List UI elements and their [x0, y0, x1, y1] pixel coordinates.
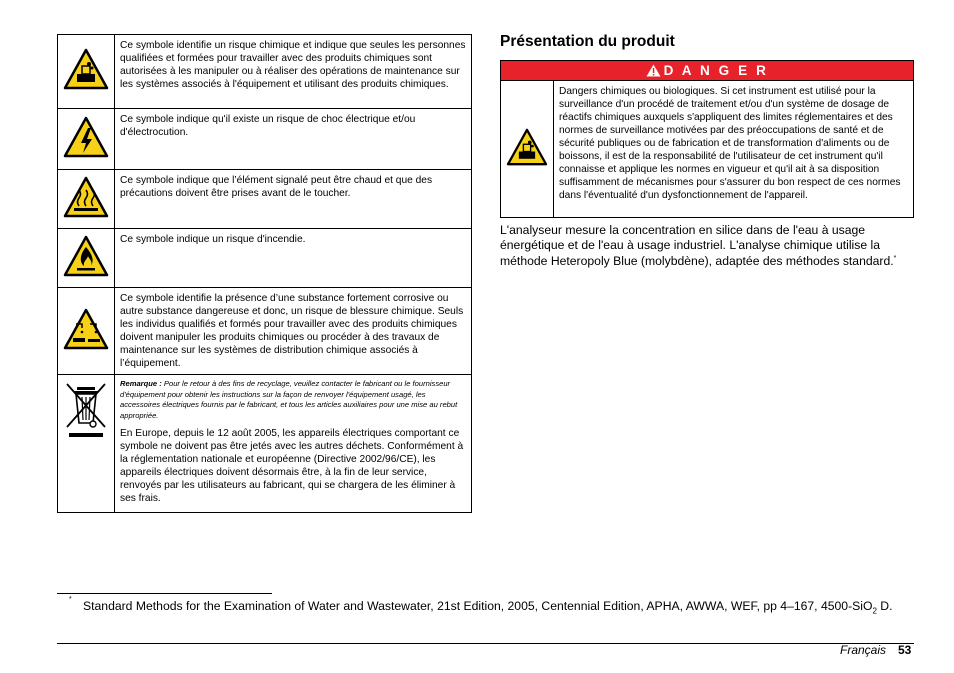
- weee-description: [115, 375, 472, 513]
- table-row: [58, 35, 472, 109]
- footnote-divider: [57, 593, 272, 594]
- danger-header: [501, 61, 913, 81]
- chemical-hazard-icon: [506, 128, 548, 171]
- table-row: [58, 288, 472, 375]
- table-row: [58, 170, 472, 229]
- recycling-remark: Remarque : Pour le retour à des fins de recyclage, veuillez contacter le fabricant ou le fournisseur d'équipement pour obtenir les instructions sur la façon de renvoyer l'équipement usagé, les accessoires électriques fournis par le fabricant, et tous les articles auxiliaires pour une mise au rebut appropriée.: [120, 379, 458, 420]
- section-title: Présentation du produit: [500, 33, 675, 50]
- footnote-mark: *: [69, 596, 72, 603]
- symbol-description: Ce symbole indique qu'il existe un risque de choc électrique et/ou d'électrocution.: [115, 109, 472, 170]
- table-row: [58, 109, 472, 170]
- symbol-description: Ce symbole indique un risque d'incendie.: [115, 229, 472, 288]
- footer-language: Français: [840, 643, 887, 657]
- footer-divider: [57, 643, 914, 644]
- symbol-description: Ce symbole identifie un risque chimique et indique que seules les personnes qualifiées et formées pour travailler avec des produits chimiques sont autorisées à les manipuler ou à réaliser des opérations de maintenance sur les systèmes associés à l'équipement et utilisant des produits chimiques.: [115, 35, 472, 109]
- weee-text: En Europe, depuis le 12 août 2005, les appareils électriques comportant ce symbole ne doivent pas être jetés avec les autres déchets. Conformément à la réglementation nationale et européenne (Directive 2002/96/CE), les appareils électriques doivent désormais être, à la fin de leur service, renvoyés par les utilisateurs au fabricant, qui se chargera de les éliminer à ses frais.: [120, 428, 464, 504]
- danger-text: Dangers chimiques ou biologiques. Si cet instrument est utilisé pour la surveillance d'un procédé de traitement et/ou d'un système de dosage de réactifs chimiques auxquels s'appliquent des limites réglementaires et des normes de surveillance motivées par des préoccupations de santé et de sécurité publiques ou de fabrication et de transformation d'aliments ou de boissons, il est de la responsabilité de l'utilisateur de cet instrument qu'il connaisse et applique les normes en vigueur et qu'il ait à sa disposition suffisamment de mécanismes pour s'assurer du bon respect de ces normes dans l'éventualité d'un dysfonctionnement de l'appareil.: [559, 86, 901, 201]
- chemical-hazard-icon: [63, 48, 109, 90]
- product-paragraph: L'analyseur mesure la concentration en silice dans de l'eau à usage énergétique et de l'eau à usage industriel. L'analyse chimique utilise la méthode Heteropoly Blue (molybdène), adaptée des méthodes standard.*: [500, 223, 897, 269]
- danger-box: [500, 60, 914, 218]
- warning-triangle-icon: [646, 63, 661, 83]
- danger-label: D A N G E R: [663, 63, 769, 78]
- crossed-out-bin-icon: [63, 381, 109, 441]
- safety-symbols-table: [57, 34, 472, 513]
- symbol-description: Ce symbole identifie la présence d’une substance fortement corrosive ou autre substance dangereuse et donc, un risque de blessure chimique. Seuls les individus qualifiés et formés pour travailler avec des produits chimiques doivent manipuler les produits chimiques ou procéder à des travaux de maintenance sur les systèmes de distribution chimique associés à l’équipement.: [115, 288, 472, 375]
- fire-hazard-icon: [63, 235, 109, 277]
- page-number: 53: [898, 643, 912, 657]
- hot-surface-icon: [63, 176, 109, 218]
- electric-shock-icon: [63, 116, 109, 158]
- symbol-description: Ce symbole indique que l’élément signalé peut être chaud et que des précautions doivent être prises avant de le toucher.: [115, 170, 472, 229]
- footnote-text: Standard Methods for the Examination of Water and Wastewater, 21st Edition, 2005, Centennial Edition, APHA, AWWA, WEF, pp 4–167, 4500-SiO$_2$ D.: [83, 599, 893, 616]
- table-row: [58, 229, 472, 288]
- table-row: [58, 375, 472, 513]
- footnote-reference: *: [893, 255, 897, 262]
- corrosive-icon: [63, 308, 109, 350]
